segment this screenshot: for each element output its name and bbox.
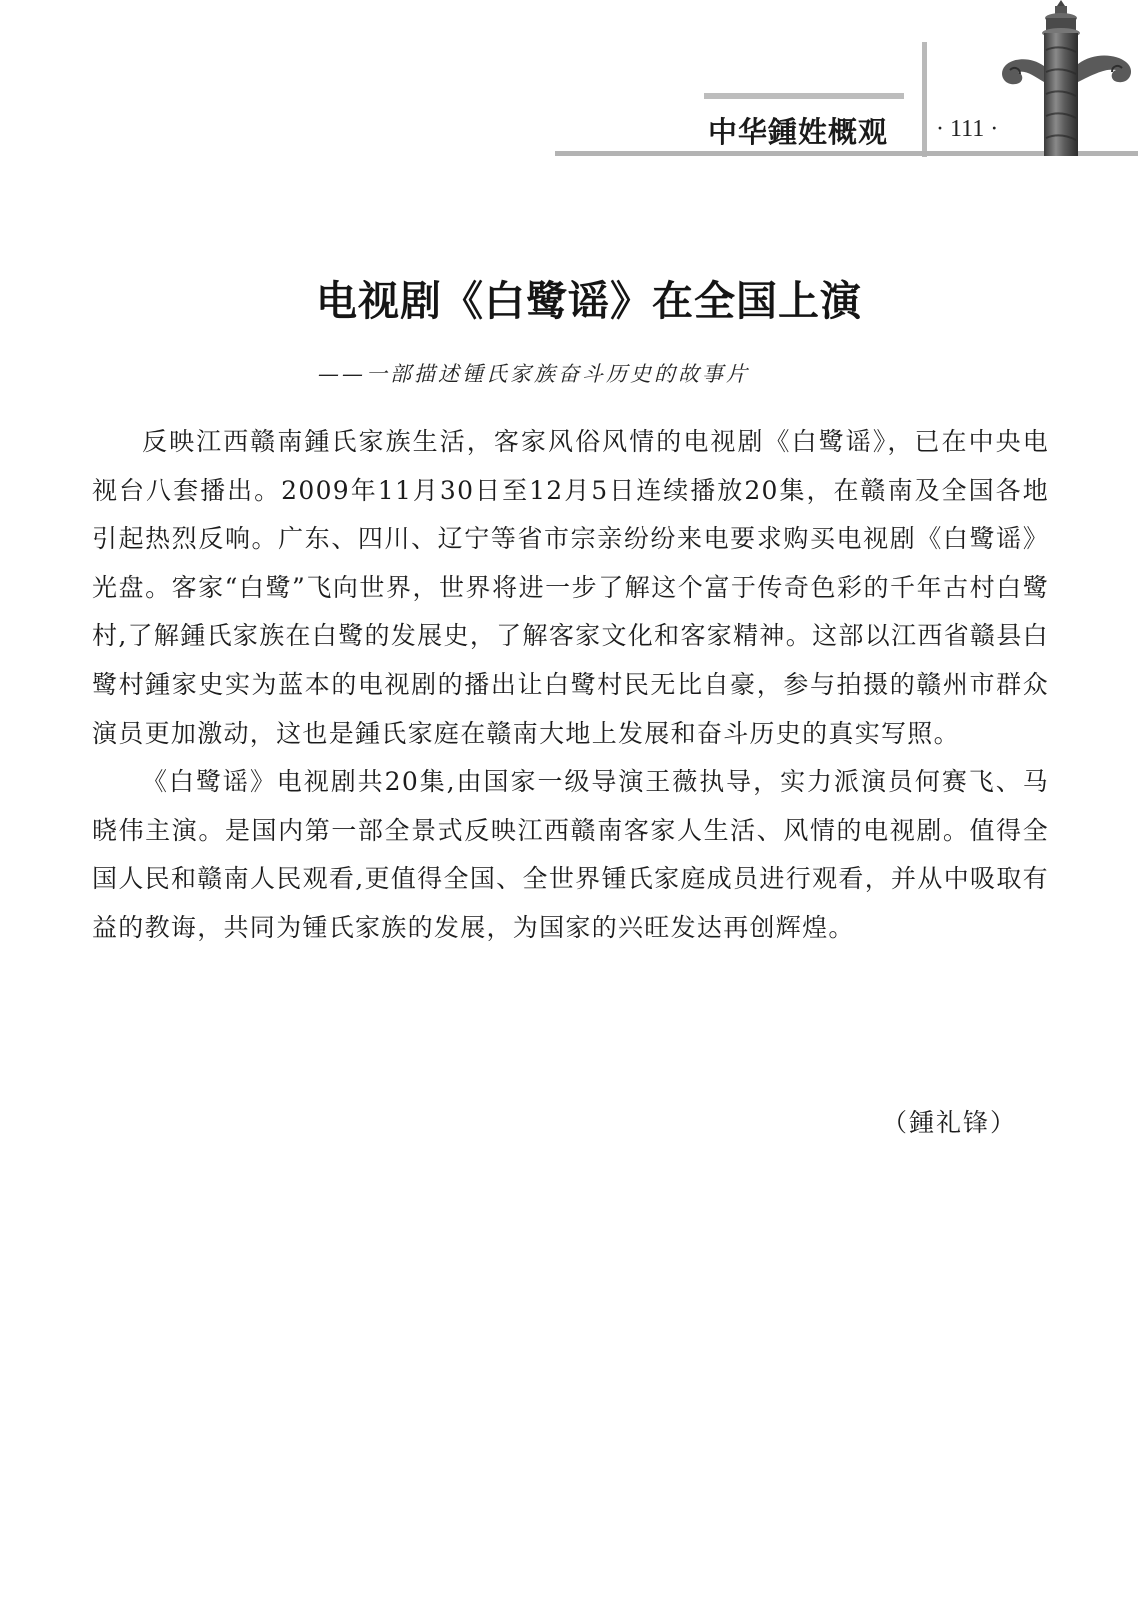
article-title: 电视剧《白鹭谣》在全国上演 bbox=[316, 277, 862, 325]
paragraph-2: 《白鹭谣》电视剧共20集,由国家一级导演王薇执导，实力派演员何赛飞、马晓伟主演。是国内第一部全景式反映江西赣南客家人生活、风情的电视剧。值得全国人民和赣南人民观看,更值得全国、全世界锺氏家庭成员进行观看，并从中吸取有益的教诲，共同为锺氏家族的发展，为国家的兴旺发达再创辉煌。 bbox=[92, 767, 1049, 942]
article-author: （鍾礼锋） bbox=[882, 1108, 1018, 1137]
running-header-title: 中华鍾姓概观 bbox=[708, 115, 889, 149]
page-number: · 111 · bbox=[936, 116, 999, 142]
header-vertical-rule bbox=[922, 42, 927, 157]
header-top-rule bbox=[704, 93, 904, 99]
article-subtitle: ——一部描述锺氏家族奋斗历史的故事片 bbox=[318, 362, 750, 386]
article-body bbox=[92, 418, 1049, 953]
huabiao-pillar-ornament-icon bbox=[1000, 0, 1138, 156]
paragraph-1: 反映江西赣南鍾氏家族生活，客家风俗风情的电视剧《白鹭谣》，已在中央电视台八套播出。2009年11月30日至12月5日连续播放20集，在赣南及全国各地引起热烈反响。广东、四川、辽宁等省市宗亲纷纷来电要求购买电视剧《白鹭谣》光盘。客家“白鹭”飞向世界，世界将进一步了解这个富于传奇色彩的千年古村白鹭村,了解鍾氏家族在白鹭的发展史，了解客家文化和客家精神。这部以江西省赣县白鹭村鍾家史实为蓝本的电视剧的播出让白鹭村民无比自豪，参与拍摄的赣州市群众演员更加激动，这也是鍾氏家庭在赣南大地上发展和奋斗历史的真实写照。 bbox=[92, 427, 1049, 748]
